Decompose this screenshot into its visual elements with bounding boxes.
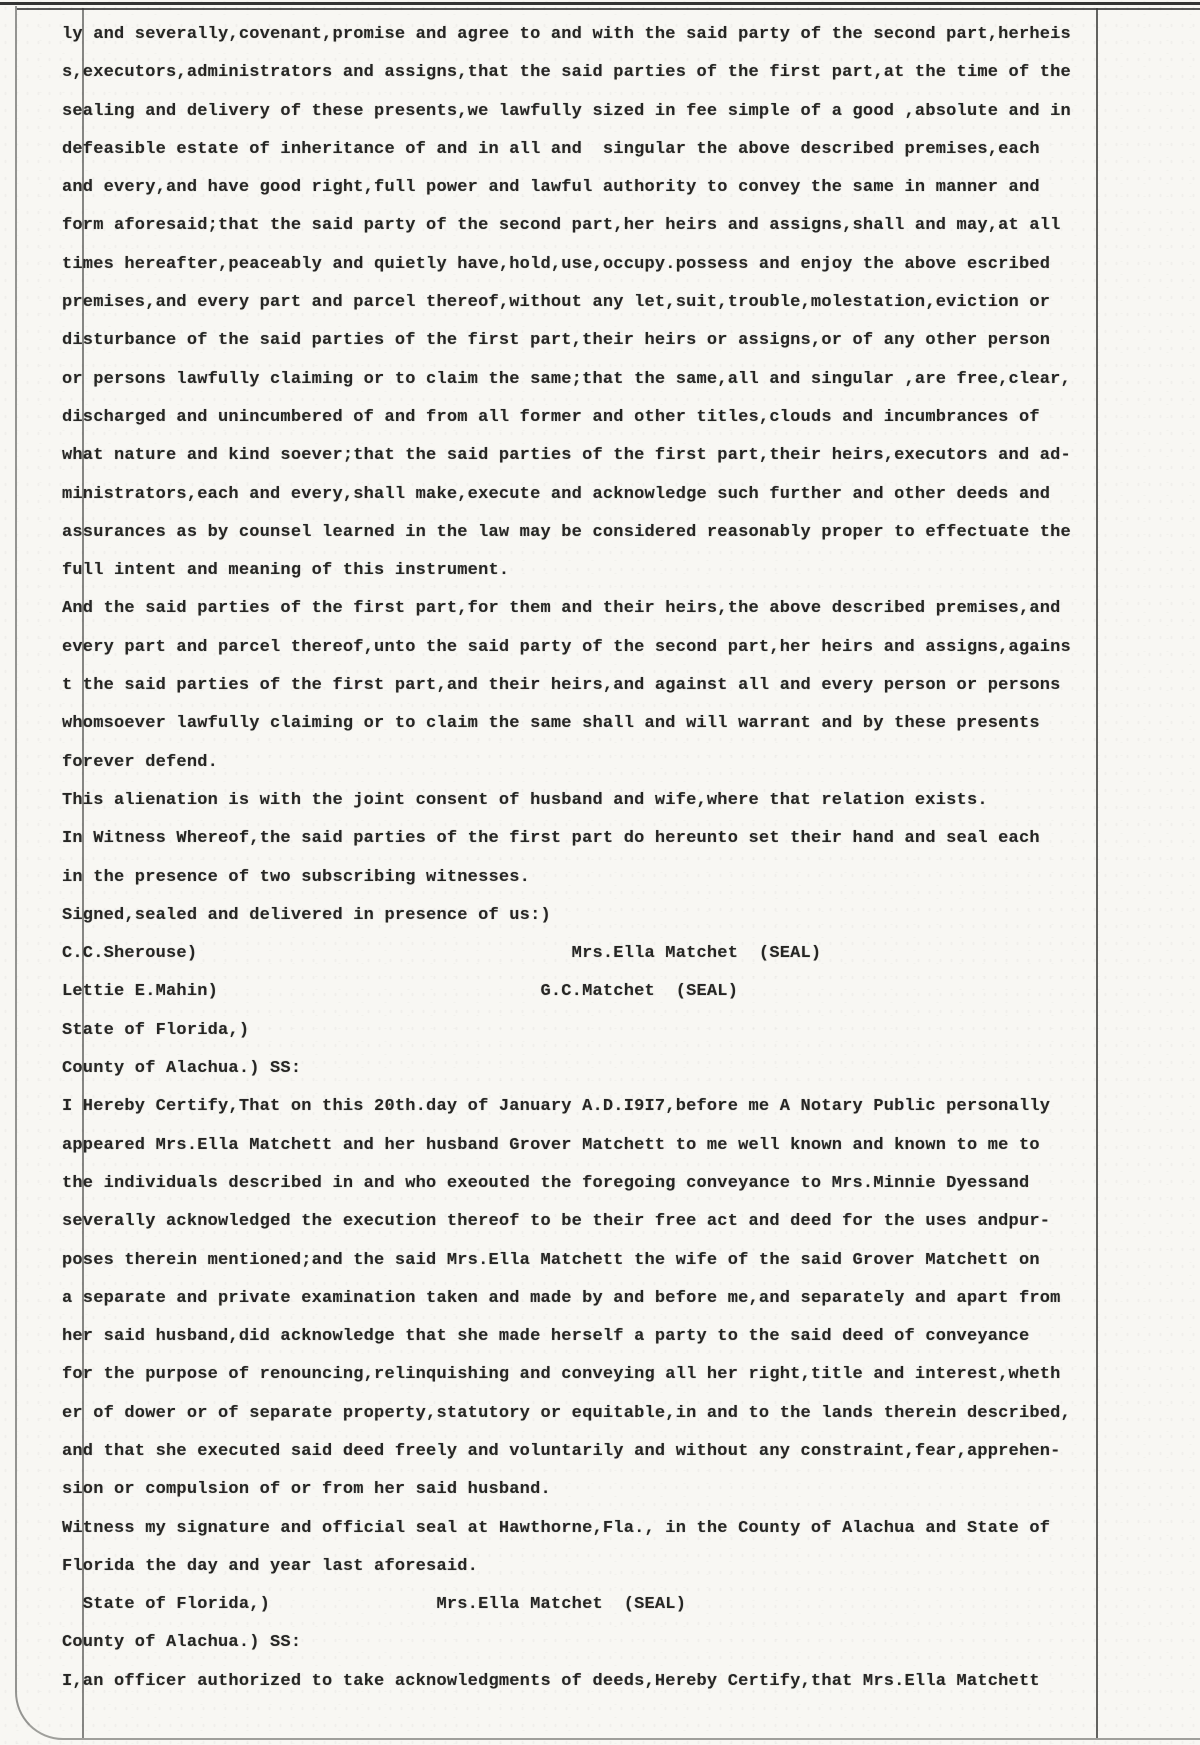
text-line: every part and parcel thereof,unto the said party of the second part,her heirs and assigns,agains xyxy=(62,637,1071,657)
text-line: and every,and have good right,full power and lawful authority to convey the same in manner and xyxy=(62,178,1040,198)
text-line: Witness my signature and official seal at Hawthorne,Fla., in the County of Alachua and State of xyxy=(62,1518,1051,1538)
text-line: ministrators,each and every,shall make,execute and acknowledge such further and other deeds and xyxy=(62,484,1051,504)
text-line: whomsoever lawfully claiming or to claim the same shall and will warrant and by these presents xyxy=(62,714,1040,734)
signature-line-witness-1: C.C.Sherouse) Mrs.Ella Matchet (SEAL) xyxy=(62,944,822,964)
text-line: times hereafter,peaceably and quietly have,hold,use,occupy.possess and enjoy the above escribed xyxy=(62,254,1051,274)
text-line: Signed,sealed and delivered in presence of us:) xyxy=(62,905,551,925)
text-line: premises,and every part and parcel thereof,without any let,suit,trouble,molestation,eviction or xyxy=(62,293,1051,313)
text-line: defeasible estate of inheritance of and in all and singular the above described premises,each xyxy=(62,139,1040,159)
text-line: or persons lawfully claiming or to claim the same;that the same,all and singular ,are free,clear, xyxy=(62,369,1071,389)
text-line: severally acknowledged the execution thereof to be their free act and deed for the uses andpur- xyxy=(62,1212,1051,1232)
text-line: and that she executed said deed freely and voluntarily and without any constraint,fear,apprehen- xyxy=(62,1441,1061,1461)
text-line: County of Alachua.) SS: xyxy=(62,1059,302,1079)
text-line: I Hereby Certify,That on this 20th.day of January A.D.I9I7,before me A Notary Public personally xyxy=(62,1097,1051,1117)
text-line: County of Alachua.) SS: xyxy=(62,1633,302,1653)
text-line: sion or compulsion of or from her said husband. xyxy=(62,1480,551,1500)
text-line: form aforesaid;that the said party of the second part,her heirs and assigns,shall and may,at all xyxy=(62,216,1061,236)
text-line: I,an officer authorized to take acknowledgments of deeds,Hereby Certify,that Mrs.Ella Matchett xyxy=(62,1671,1040,1691)
text-line: forever defend. xyxy=(62,752,219,772)
text-line: a separate and private examination taken and made by and before me,and separately and apart from xyxy=(62,1288,1061,1308)
text-line: In Witness Whereof,the said parties of the first part do hereunto set their hand and seal each xyxy=(62,829,1040,849)
text-line: This alienation is with the joint consent of husband and wife,where that relation exists. xyxy=(62,790,988,810)
text-line: Florida the day and year last aforesaid. xyxy=(62,1556,479,1576)
text-line: ly and severally,covenant,promise and agree to and with the said party of the second part,herheis xyxy=(62,25,1071,44)
text-line: State of Florida,) xyxy=(62,1020,250,1040)
text-line: for the purpose of renouncing,relinquishing and conveying all her right,title and interest,wheth xyxy=(62,1365,1061,1385)
text-line: And the said parties of the first part,for them and their heirs,the above described premises,and xyxy=(62,599,1061,619)
typed-text-block xyxy=(62,16,1162,1701)
page-border-top-outer xyxy=(0,2,1200,5)
text-line: discharged and unincumbered of and from all former and other titles,clouds and incumbrances of xyxy=(62,407,1040,427)
text-line: what nature and kind soever;that the said parties of the first part,their heirs,executors and ad- xyxy=(62,446,1071,466)
text-line: the individuals described in and who exeouted the foregoing conveyance to Mrs.Minnie Dyessand xyxy=(62,1173,1030,1193)
text-line: t the said parties of the first part,and their heirs,and against all and every person or persons xyxy=(62,676,1061,696)
text-line: s,executors,administrators and assigns,that the said parties of the first part,at the time of the xyxy=(62,63,1071,83)
text-line: full intent and meaning of this instrument. xyxy=(62,561,510,581)
text-line: in the presence of two subscribing witnesses. xyxy=(62,867,531,887)
signature-line-notary: State of Florida,) Mrs.Ella Matchet (SEAL) xyxy=(62,1595,687,1615)
text-line: her said husband,did acknowledge that she made herself a party to the said deed of conveyance xyxy=(62,1327,1030,1347)
signature-line-witness-2: Lettie E.Mahin) G.C.Matchet (SEAL) xyxy=(62,982,739,1002)
text-line: poses therein mentioned;and the said Mrs.Ella Matchett the wife of the said Grover Matchett on xyxy=(62,1250,1040,1270)
text-line: er of dower or of separate property,statutory or equitable,in and to the lands therein described, xyxy=(62,1403,1071,1423)
text-line: disturbance of the said parties of the first part,their heirs or assigns,or of any other person xyxy=(62,331,1051,351)
text-line: appeared Mrs.Ella Matchett and her husband Grover Matchett to me well known and known to me to xyxy=(62,1135,1040,1155)
text-line: sealing and delivery of these presents,we lawfully sized in fee simple of a good ,absolute and in xyxy=(62,101,1071,121)
text-line: assurances as by counsel learned in the law may be considered reasonably proper to effectuate the xyxy=(62,522,1071,542)
